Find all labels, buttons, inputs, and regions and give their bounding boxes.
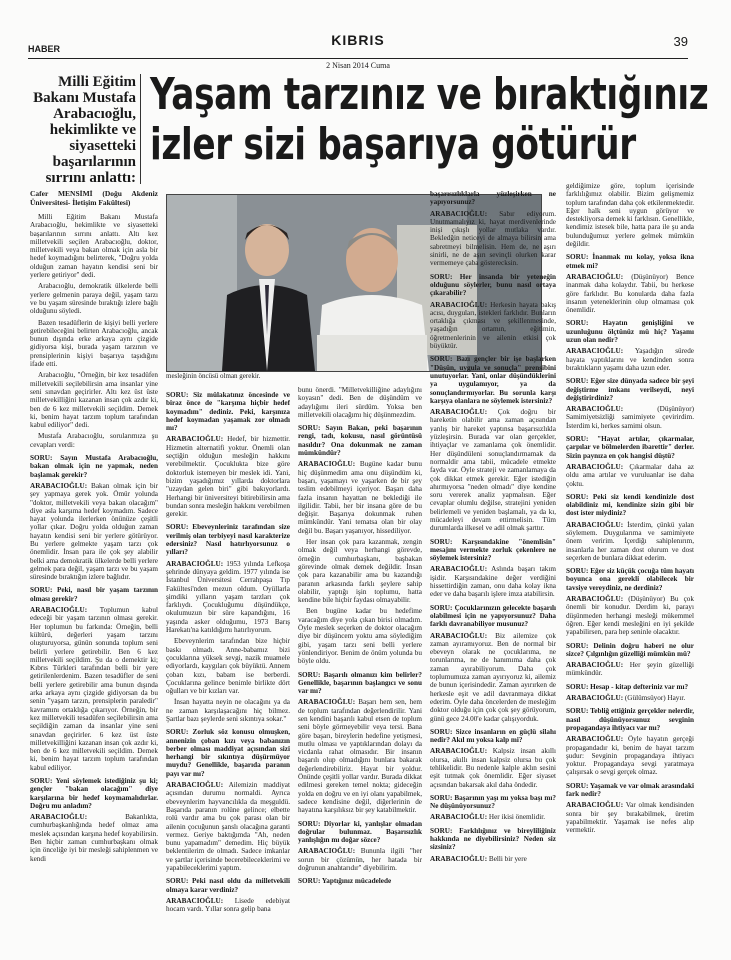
question: SORU: Zorluk söz konusu olmuşken, annenizin çoban kızı veya babanızın berber olması maddiyat açısından sizi herhangi bir sıkıntıya düşürmüyor muydu? Genellikle, başarıda paranın payı var mı? bbox=[166, 728, 290, 778]
answer bbox=[430, 813, 556, 821]
headline-line-1: Yaşam tarzınız ve bıraktığınız bbox=[150, 69, 709, 120]
answer-text: Öyle hayatın gerçeği propagandadır ki, benim de hayat tarzım şudur: Sevginin propagandaya ihtiyacı yoktur. Propagandaya sevgi yaratmaya çalışırsak o sevgi gerçek olmaz. bbox=[566, 735, 694, 777]
answer-speaker: ARABACIOĞLU: bbox=[566, 347, 624, 356]
answer bbox=[298, 386, 422, 419]
answer-speaker: ARABACIOĞLU: bbox=[566, 520, 624, 529]
answer-text: Çıkarmalar daha az oldu ama artılar ve vuruluanlar ise daha çoktu. bbox=[566, 462, 694, 488]
answer bbox=[566, 463, 694, 488]
answer-speaker: ARABACIOĞLU: bbox=[298, 460, 356, 469]
answer bbox=[166, 781, 290, 872]
answer-text: Belli bir yere bbox=[487, 854, 527, 863]
paragraph: Ebeveynlerim tarafından bize hiçbir baskı olmadı. Anne-babamız bizi çocuklarına yüksek sevgi, nazik muamele ediyorlardı, kaygıları çok büyüktü. Annem çoban kızı, babam ise berberdi. Çocuklarına gelince benimle birlikte dört oğulları ve bir kızları var. bbox=[166, 637, 290, 696]
answer-text: Başarı hem sen, hem de toplum tarafından değerlendirilir. Yani sen kendini başarılı kabul etsen de toplum seni böyle görmeyebilir veya tersi. Bana göre başarı, bireylerin hedefine yetişmesi, mutlu olması ve yaptıklarından dolayı da vicdanla rahat olmasıdır. Bir insanın başarılı olup olmadığını bunlara bakarak değerlendirebiliriz. Hayat bir yoldur. Önünde çeşitli yollar vardır. Burada dikkat edilmesi gereken temel nokta; gideceğin yolda en doğru ve en iyi olanı yapabilmek, sadece kendisine değil, diğerlerinin de hayatına karşılıksız bir şey katabilmektir. bbox=[298, 698, 422, 815]
question: SORU: Karşısındakine "önemlisin" mesajını vermekte zorluk çekenlere ne söylemek istersiniz? bbox=[430, 537, 556, 563]
answer bbox=[298, 698, 422, 814]
question: SORU: Farklılığınız ve bireyliliğiniz hakkında ne diyebilirsiniz? Neden siz sizsiniz? bbox=[430, 826, 556, 852]
article-column-2 bbox=[166, 386, 290, 952]
answer-speaker: ARABACIOĞLU: bbox=[430, 747, 488, 756]
paragraph: Her insan çok para kazanmak, zengin olmak değil veya herhangi görevde, örneğin cumhurbaşkanı, başbakan görevinde olmak demek değildir. İnsan çok para kazanabilir ama bu kazandığı paranın arkasında farklı şeylere sahip olabilir, yaptığı işin toplumu, hatta kendine bile hiçbir faydası olmayabilir. bbox=[298, 538, 422, 605]
answer bbox=[430, 301, 556, 351]
answer-text: Biz ailemize çok zaman ayıramıyoruz. Ben de normal bir ebeveyn olarak ne çocuklarıma, ne torunlarıma, ne de hanımıma daha çok zaman ayırabiliyorum. Daha çok toplumumuza zaman ayırıyoruz ki, ailemiz de bunun içerisindedir. Zaman ayırırken de herkesle eşit ve adil davranmaya dikkat ederim. Öyle daha öncelerden de mesleğim doktor olduğu için çok çok şey görüyorum, günü gece 24.00'e kadar çalışıyorduk. bbox=[430, 631, 556, 723]
answer bbox=[430, 408, 556, 532]
answer-speaker: ARABACIOĞLU: bbox=[298, 847, 356, 856]
answer-speaker: ARABACIOĞLU: bbox=[566, 405, 624, 414]
answer-text: Yaşadığın sürede hayata yaptıklarını ve kendinden sonra bıraktıkların yaşamı daha uzun eder. bbox=[566, 347, 694, 372]
answer-text: Sabır ediyorum. Unutmamalıyız ki, hayat merdivenlerinde inişi çıkışlı yollar mutlaka vardır. Bekledğin neticeyi de almaya bilirsin ama sabretmeyi bilmelisin. Hem de, ne aşırı sinirli, ne de aşırı sevinçli olurken karar vermemeye çaba gösterecksin. bbox=[430, 209, 556, 268]
answer-text: Var olmak kendisinden sonra bir şey bırakabilmek, üretim yapabilmektir. Yaşamak ise nefes alıp vermektir. bbox=[566, 801, 694, 835]
article-column-1 bbox=[30, 190, 158, 950]
answer-speaker: ARABACIOĞLU: bbox=[166, 559, 224, 568]
kicker: Milli Eğitim Bakanı Mustafa Arabacıoğlu, hekimlikte ve siyasetteki başarılarının sırrını anlattı: bbox=[33, 74, 136, 186]
answer-text: Bununla ilgili "her sorun bir çözümün, her hatada bir doğrunun anahtarıdır" diyebilirim. bbox=[298, 847, 422, 873]
question: SORU: Peki siz kendi kendinizle dost olabildiniz mi, kendinize sizin gibi bir dost ister miydiniz? bbox=[566, 492, 694, 518]
answer-speaker: ARABACIOĞLU: bbox=[30, 481, 88, 490]
answer bbox=[566, 405, 694, 430]
question: SORU: Sayın Mustafa Arabacıoğlu, bakan olmak için ne yapmak, neden başlamak gerekir? bbox=[30, 454, 158, 479]
paragraph: Arabacıoğlu, demokratik ülkelerde belli yerlere gelmenin paraya değil, yaşam tarzı ve bu yaşam süresinde bıraktığı izlere bağlı olduğunu söyledi. bbox=[30, 282, 158, 316]
article-column-4 bbox=[430, 185, 556, 952]
question: SORU: Ebeveynleriniz tarafından size verilmiş olan terbiyeyi nasıl karakterize edersiniz? Nasıl hatırlıyorsunuz o yılları? bbox=[166, 523, 290, 557]
answer bbox=[166, 560, 290, 635]
issue-date: 2 Nisan 2014 Cuma bbox=[326, 61, 390, 70]
page-number: 39 bbox=[673, 34, 688, 49]
answer bbox=[566, 347, 694, 372]
page-header bbox=[28, 32, 688, 70]
question: başarısızlıklarla yüzleşirken ne yapıyorsunuz? bbox=[430, 190, 556, 207]
answer bbox=[430, 855, 556, 863]
headline-line-2: izler sizi başarıya götürür bbox=[150, 119, 636, 170]
answer-speaker: ARABACIOĞLU: bbox=[298, 698, 356, 707]
question: SORU: Bazı gençler bir işe başlarken "Düşün, uygula ve sonuçla" prensibini unutuyorlar. Yani, onlar düşündüklerini ya uygulamıyor, ya da sonuçlandırmıyorlar. Bu sorunla karşı karşıya olanlara ne söylemek istersiniz? bbox=[430, 355, 556, 405]
question: SORU: Tebliğ ettiğiniz gerçekler nelerdir, nasıl düşünüyorsunuz sevginin propagandaya ihtiyacı var mı? bbox=[566, 707, 694, 732]
answer-text: Ailemizin maddiyat açısından durumu normaldi. Ayrıca ebeveynlerim hayvancılıkla da meşguldü. Başarıda paranın rolüne gelince; elbette rolü vardır ama bu çok parası olan bir ailenin çocuğunun şanslı olacağına garanti vermez. Geriye baktığımda "Ah, neden bunu yapamadım" demedim. Hiç büyük beklentilerim de olmadı. Sadece imkanlar ve şartlar içerisinde becerebileceklerimi ve yapabileceklerimi yaptım. bbox=[166, 781, 290, 873]
question: SORU: Yaptığınız mücadelede bbox=[298, 877, 392, 886]
question: SORU: Her insanda bir yeteneğin olduğunu söylerler, bunu nasıl ortaya çıkarabilir? bbox=[430, 272, 556, 298]
question: SORU: Diyorlar ki, yanlışlar olmadan doğrular bulunmaz. Başarısızlık yanlışlığın mı doğar sözce? bbox=[298, 819, 422, 845]
answer-text: Hedef, bir hizmettir. Hizmetin alternatifi yoktur. Önemli olan seçtiğin olduğun mesleğin hakkını verebilmektir. Çocuklukta bize göre doktorluk istemeyen bir meslek idi. Yani, bizim yaşadığımız yıllarda doktorlara "uzaydan gelen biri" gibi bakıyorlardı. Herhangi bir üniversiteyi bitirebilirsin ama bundan sonra mesleğin hakkını verebilmen gerekir. bbox=[166, 435, 290, 519]
question: SORU: Sizce insanların en güçlü silahı nedir? Akıl mı yoksa kalp mi? bbox=[430, 727, 556, 745]
question: SORU: Peki nasıl oldu da milletvekili olmaya karar verdiniz? bbox=[166, 877, 290, 894]
question: SORU: Sayın Bakan, peki başarının rengi, tadı, kokusu, nasıl görüntüsü nasıldır? Ona dokunmak ne zaman mümkündür? bbox=[298, 424, 422, 458]
byline: Cafer MENSİMİ (Doğu Akdeniz Üniversitesi- İletişim Fakültesi) bbox=[30, 190, 158, 207]
answer bbox=[566, 182, 694, 248]
answer-speaker: ARABACIOĞLU: bbox=[30, 606, 88, 615]
answer bbox=[430, 565, 556, 598]
answer bbox=[566, 273, 694, 314]
answer-speaker: ARABACIOĞLU: bbox=[566, 595, 624, 604]
question: SORU: Hayatın genişliğini ve uzunluğunu ölçtünüz mü hiç? Yaşamı uzun olan nedir? bbox=[566, 319, 694, 345]
answer-speaker: ARABACIOĞLU: bbox=[430, 813, 488, 822]
question: SORU: Hesap - kitap defteriniz var mı? bbox=[566, 682, 689, 691]
answer bbox=[566, 735, 694, 776]
answer bbox=[566, 595, 694, 636]
answer bbox=[166, 897, 290, 914]
answer-speaker: ARABACIOĞLU: bbox=[30, 813, 88, 822]
question: SORU: Yaşamak ve var olmak arasındaki fark nedir? bbox=[566, 781, 694, 798]
question: SORU: "Hayat artılar, çıkarmalar, çarpılar ve bölmelerden ibarettir" derler. Sizin paynıza en çok hangisi düştü? bbox=[566, 435, 694, 460]
answer bbox=[430, 632, 556, 723]
answer-speaker: ARABACIOĞLU: bbox=[566, 462, 624, 471]
article-column-3 bbox=[298, 386, 422, 952]
answer-text: (Düşünüyor) Samimiyetsizliği samimiyete çevirirdim. İsterdim ki, herkes samimi olsun. bbox=[566, 405, 694, 430]
answer-text: Aslında başarı takım işidir. Karşısındakine değer verdiğini hissettirdiğin zaman, onu daha kolay ikna eder ve daha başarılı işlere imza atabilirsin. bbox=[430, 565, 556, 599]
answer bbox=[30, 813, 158, 863]
answer bbox=[30, 482, 158, 582]
answer-text: İsterdim, çünkü yalan söylemem. Duygularıma ve samimiyete önem veririm. İçerdiğı sahiplenırım, insanlarla her zaman dost olurum ve dost seçerken de bunlara dikkat ederim. bbox=[566, 520, 694, 562]
answer-speaker: ARABACIOĞLU: bbox=[166, 896, 224, 905]
question: SORU: Peki, nasıl bir yaşam tarzının olması gerekir? bbox=[30, 586, 158, 603]
answer-text: bunu önerdi. "Milletvekilliğine adaylığını koyasın" dedi. Ben de düşündüm ve adaylığımı ileri sürdüm. Yoksa ben milletvekili olacağımı hiç düşünmezdim. bbox=[298, 386, 422, 419]
answer bbox=[430, 747, 556, 788]
answer-text: Bakan olmak için bir şey yapmaya gerek yok. Ömür yolunda "doktor, milletvekili veya bakan olacağım" diye asla karşıma hedef koymadım. Sadece hayat yolunda ilerlerken önünüze çeşitli yollar çıkar. Doğru yolda olduğun zaman hayatın kendisi seni bir yerlere götürüyor. Bu yerlere gelmekte yaşam tarzı çok önemlidir. İnsan para ile çok şey alabilir belki ama demokratik ülkelerde belli yerlere gelmek para değil, yaşam tarzı ve bu yaşam süresinde bıraktığın izlere bağlıdır. bbox=[30, 481, 158, 582]
answer-speaker: ARABACIOĞLU: bbox=[166, 781, 224, 790]
answer bbox=[30, 606, 158, 772]
answer-text: Bakanlıkta, cumhurbaşkanlığında hedef olmaz ama meslek açısından karşına hedef koyabilirsin. Ben hiçbir zaman cumhurbaşkanı olmak için önceliğe iyi bir mesleği sahiplenmen ve kendi bbox=[30, 813, 158, 863]
question: SORU: Başarının yaşı mı yoksa başı mı? Ne düşünüyorsunuz? bbox=[430, 793, 556, 811]
answer bbox=[566, 694, 694, 702]
answer-speaker: ARABACIOĞLU: bbox=[430, 300, 488, 309]
answer bbox=[298, 847, 422, 872]
question: SORU: Yeni söylemek istediğiniz şu ki; gençler "bakan olacağım" diye karşılarına bir hedef koymamalıdırlar. Doğru mu anladım? bbox=[30, 777, 158, 810]
question: SORU: Eğer siz küçük çocuğa tüm hayatı boyunca ona gerekli olabilecek bir tavsiye vereydiniz, ne derdiniz? bbox=[566, 567, 694, 592]
answer-speaker: ARABACIOĞLU: bbox=[430, 854, 488, 863]
paragraph: Milli Eğitim Bakanı Mustafa Arabacıoğlu, hekimlikte ve siyasetteki başarılarının sırrını anlattı. Altı kez milletvekili seçilen Arabacıoğlu, doktor, milletvekili veya bakan olmak için asla bir hedef koymadığını belirterek, "Doğru yolda olduğun zaman hayatın kendisi seni bir yerlere getiriyor" dedi. bbox=[30, 213, 158, 280]
question: SORU: Eğer size dünyada sadece bir şeyi değiştirme imkanı verilseydi, neyi değiştirirdiniz? bbox=[566, 377, 694, 402]
answer-text: 1953 yılında Lefkoşa şehrinde dünyaya geldim. 1977 yılında ise İstanbul Üniversitesi Cerrahpaşa Tıp Fakültesi'nden mezun oldum. Oyüllarla şimdiki yılların yaşam tarzları çok farklıydı. Çocukluğumu düşündükçe, okulumuzun bir süre kapandığını, 16 yaşında asker olduğumu, 1973 Barış Harekatı'na katıldığımı hatırlıyorum. bbox=[166, 559, 290, 635]
answer-speaker: ARABACIOĞLU: bbox=[566, 801, 624, 810]
answer-speaker: ARABACIOĞLU: bbox=[430, 408, 488, 417]
answer-text: Herkesin hayata bakış acısı, duyguları, istekleri farklıdır. Bunların ortaklığa çıkması ve şekillenmesinde, yaşadığın ortamın, eğitimin, öğretmenlerinin ve ailenin etkisi çok büyüktür. bbox=[430, 300, 556, 351]
paragraph: Mustafa Arabacıoğlu, sorularımıza şu cevapları verdi: bbox=[30, 432, 158, 449]
answer-speaker: ARABACIOĞLU: bbox=[430, 565, 488, 574]
photo-caption: mesleğinin öncüsü olman gerekir. bbox=[166, 372, 261, 380]
answer bbox=[566, 801, 694, 834]
answer-text: Bugüne kadar bunu hiç düşünmedim ama onu düşündüm ki, başarı, yaşamayı ve yaşarken de bir şey teslim edebilmeyi içeriyor. Başarı daha fazla insanın hayattan ne beklediği ile ilgilidir. Tabii, her bir insana göre de bu değişir. Başarıya dokunmak ruhen mümkündür. Yani tematsa olan bir olay değil bu. Başarı yaşanıyor, hissediliyor. bbox=[298, 460, 422, 535]
answer-text: (Düşünüyor) Bu çok önemli bir konudur. Derdim ki, parayı düşünmeden herhangi mesleği mükemmel öğren. Eğer kendi mesleğini en iyi şekilde yapabilirsen, para hep seninle olacaktır. bbox=[566, 595, 694, 637]
question: SORU: Başarılı olmanızı kim belirler? Genellikle, başarının başlangıcı ve sonu var mı? bbox=[298, 670, 422, 696]
question: SORU: Delinin doğru haberi ne olur sizce? Çılgınlığın güzelliği mümkün mü? bbox=[566, 641, 694, 658]
article-column-5 bbox=[566, 182, 694, 952]
question: SORU: İnanmak mı kolay, yoksa ikna etmek mi? bbox=[566, 253, 694, 270]
masthead: KIBRIS bbox=[331, 32, 385, 48]
paragraph: Bazen tesadüflerin de kişiyi belli yerlere getirebileceğini belirten Arabacıoğlu, ancak bunun dışında erke arkaya aynı çizgide gidiyorsa kişi, burada yaşam tarzının ve prensiplerinin kişiyi başarıya taşıdığını ifade etti. bbox=[30, 318, 158, 369]
answer-speaker: ARABACIOĞLU: bbox=[166, 435, 224, 444]
answer-speaker: ARABACIOĞLU: bbox=[430, 631, 488, 640]
answer-text: Çok doğru bir hareketin olabilir ama zaman açısından yanlış bir hareket yaptınsa başarısızlıkla yüzleşirsin. Burada var olan gerçekler, ihtiyaçlar ve zamanlama çok önemlidir. Her düşündüleni sonuçlandırmamak da normaldir ama tabii, mücadele etmekte fayda var. Öyle strateji ve zamanlamaya da çok dikkat etmek gerekir. Eğer istediğin ahırmıyorsa "neden olmadı" diye kendine soru vererek analiz yapmalısın. Eğer cevaplar olumlu değilse, stratejini yeniden belirlemeli ve yeniden başlamalı, ya da kı, mücadeleyi devam ettirmelisin. Tüm durumlarda ilkesel ve adil olmak şarttır. bbox=[430, 408, 556, 533]
answer-text: (Düşünüyor) Bence inanmak daha kolaydır. Tabii, bu herkese göre farklıdır. Bu konularda daha fazla insanın yeteneklerinin olup olmaması çok önemlidir. bbox=[566, 272, 694, 315]
answer-text: Toplumun kabul edeceği bir yaşam tarzının olması gerekir. Her toplumun bu farkında: Örneğin, belli kültürü, değerleri yaşam tarzını oluşturuyorsa, günün sonunda toplum seni belirli yerlere getirebilir. Ben 6 kez milletvekili seçildim. Şu da o demektir ki; Kıbrıs Türkleri tarafından belli bir yere getirilenlerdenim. Bazen tesadüfler de seni belli yerlere getirebilir ama bunun dışında arka arkaya aynı çizgide gidiyorsan da bu senin "yaşam tarzın, prensiplerin paraledir" kavramını ortaklığa çıkarıyor. Örneğin, bir kez milletvekili tesadüfen seçilebilirsin ama seçildiğin zaman da insanlar yine seni sınavdan geçirirler. 6 kez üst üste milletvekilliğini kazanan insan çok azdır ki, ben de 6 kez milletvekili seçildim. Demek ki, benim hayat tarzım toplum tarafından kabul ediliyor. bbox=[30, 606, 158, 772]
answer bbox=[566, 661, 694, 678]
kicker-divider bbox=[140, 74, 141, 184]
paragraph: İnsan hayatta neyin ne olacağını ya da ne zaman karşılaşacağını hiç bilmez. Şartlar bazı şeylerde seni sıkıntıya sokar." bbox=[166, 698, 290, 723]
paragraph: Ben bugüne kadar bu hedefime varacağım diye yola çıkan birisi olmadım. Öyle meslek seçerken de doktor olacağım diye bir düşüncem yoktu ama söylediğim gibi, yaşam tarzı seni belli yerlere yönlendiriyor. Benim de önüm yolunda bu böyle oldu. bbox=[298, 607, 422, 666]
answer-text: Her ikisi önemlidir. bbox=[487, 813, 546, 822]
question: SORU: Siz mülakatınız öncesinde ve biraz önce de "karşıma hiçbir hedef koymadım" dediniz. Peki, karşınıza hedef koymadan yaşamak zor olmadı mı? bbox=[166, 391, 290, 433]
answer-text: Kalpsiz insan akıllı olursa, akıllı insan kalpsiz olursa bu çok tehlikelidir. Bu nedenle kalple aklın sesini eşit tutmak çok önemlidir. Eğer siyaset açısından bakarsak akıl daha öndedir. bbox=[430, 747, 556, 789]
answer bbox=[166, 435, 290, 518]
answer-speaker: ARABACIOĞLU: bbox=[566, 272, 624, 281]
answer bbox=[298, 460, 422, 535]
answer bbox=[430, 210, 556, 268]
answer bbox=[566, 521, 694, 562]
answer-text: geldiğimize göre, toplum içerisinde farklılığımız olabilir. Bizim gelişmemiz toplum tarafından daha çok etkilenmektedir. Eğer halk seni uygun görüyor ve destekliyorsa demek ki farklısın. Genellikle, kendimiz istesek bile, hatta para ile şu anda bulunduğumuz yerlere gelmek mümkün değildir. bbox=[566, 182, 694, 249]
answer-speaker: ARABACIOĞLU: bbox=[566, 735, 624, 744]
answer-text: (Gülümsüyor) Hayır. bbox=[623, 694, 686, 703]
answer-speaker: ARABACIOĞLU: bbox=[430, 209, 488, 218]
headline bbox=[150, 69, 709, 170]
section-label: HABER bbox=[28, 44, 61, 54]
question: SORU: Çocuklarınızın gelecekte başarılı olabilmesi için ne yapıyorsunuz? Daha farklı davranabiliyor musunuz? bbox=[430, 603, 556, 629]
answer-speaker: ARABACIOĞLU: bbox=[566, 694, 624, 703]
answer-text: Her şeyin güzelliği mümkündür. bbox=[566, 661, 694, 678]
answer-speaker: ARABACIOĞLU: bbox=[566, 661, 624, 670]
paragraph: Arabacıoğlu, "Örneğin, bir kez tesadüfen milletvekili seçilebilirsin ama insanlar yine seni sınavdan geçirirler. Altı kez üst üste milletvekilliğini kazanan insan çok azdır ki, ben de 6 kez milletvekili seçildim. Demek ki, benim hayat tarzım toplum tarafından kabul ediliyor" dedi. bbox=[30, 371, 158, 430]
answer-text: Lisede edebiyat hocam vardı. Yıllar sonra gelip bana bbox=[166, 896, 290, 914]
